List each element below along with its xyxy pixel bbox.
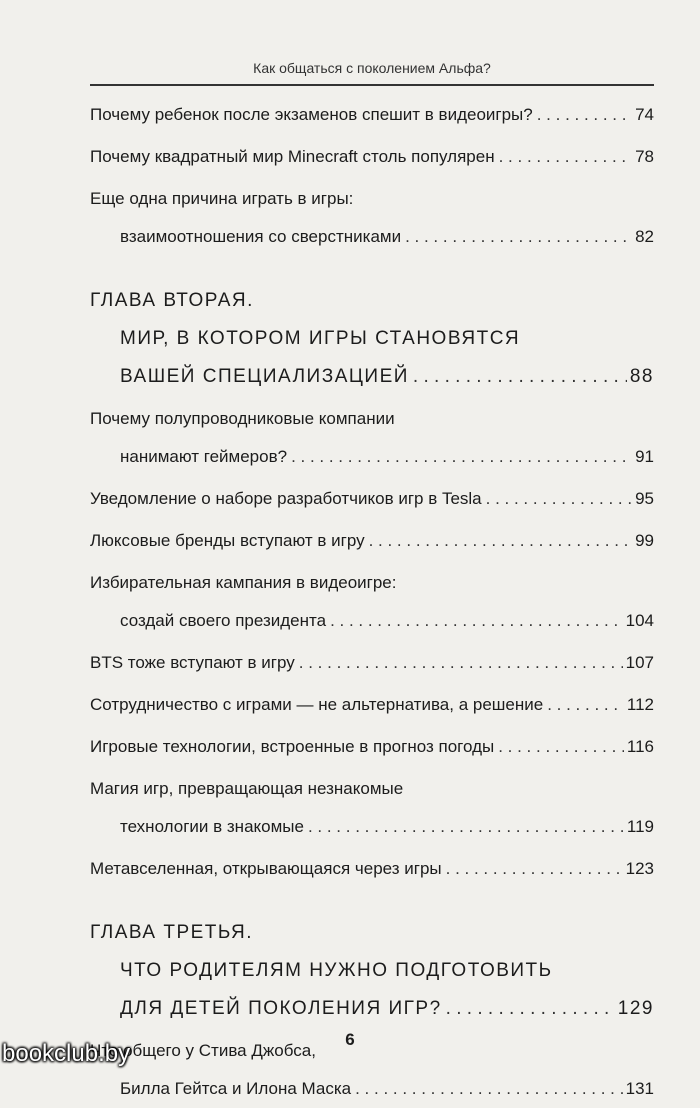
chapter-title	[90, 320, 654, 358]
toc-entry-page: 129	[617, 998, 654, 1019]
toc-entry-continuation	[90, 808, 654, 846]
toc-entry-title: Магия игр, превращающая незнакомые	[90, 779, 404, 798]
toc-entry-page: 119	[626, 817, 654, 836]
chapter-title-line: ВАШЕЙ СПЕЦИАЛИЗАЦИЕЙ	[120, 366, 409, 387]
toc-entry-page: 74	[635, 105, 654, 124]
toc-entry	[90, 522, 654, 560]
toc-entry-page: 116	[626, 737, 654, 756]
toc-entry-title: Уведомление о наборе разработчиков игр в Tesla	[90, 489, 482, 508]
toc-entry-title: Метавселенная, открывающаяся через игры	[90, 859, 442, 878]
chapter-label	[90, 914, 654, 952]
toc-entry-title: Избирательная кампания в видеоигре:	[90, 573, 397, 592]
leader-dots	[330, 602, 623, 640]
toc-entry	[90, 686, 654, 724]
toc-entry-title: Еще одна причина играть в игры:	[90, 189, 354, 208]
toc-entry	[90, 644, 654, 682]
toc-entry-continuation	[90, 602, 654, 640]
leader-dots	[291, 438, 632, 476]
toc-entry-title: Игровые технологии, встроенные в прогноз погоды	[90, 737, 495, 756]
toc-entry	[90, 138, 654, 176]
header-rule	[90, 84, 654, 86]
watermark: bookclub.by	[2, 1040, 131, 1067]
toc-entry-page: 91	[635, 447, 654, 466]
toc-entry-title: Что общего у Стива Джобса,	[90, 1041, 316, 1060]
leader-dots	[446, 990, 615, 1028]
toc-entry-page: 88	[629, 366, 654, 387]
toc-entry-page: 112	[626, 695, 654, 714]
chapter-title-line: ДЛЯ ДЕТЕЙ ПОКОЛЕНИЯ ИГР?	[120, 998, 442, 1019]
leader-dots	[308, 808, 624, 846]
chapter-number: ГЛАВА ТРЕТЬЯ.	[90, 922, 254, 943]
toc-entry-continuation	[90, 438, 654, 476]
leader-dots	[413, 358, 627, 396]
leader-dots	[405, 218, 632, 256]
toc-entry-title: Люксовые бренды вступают в игру	[90, 531, 365, 550]
toc-entry	[90, 96, 654, 134]
toc-entry	[90, 564, 654, 602]
leader-dots	[498, 728, 624, 766]
toc-entry-title: Почему полупроводниковые компании	[90, 409, 395, 428]
toc-entry-page: 131	[625, 1079, 654, 1098]
table-of-contents	[90, 96, 654, 1108]
toc-entry-title: Билла Гейтса и Илона Маска	[120, 1079, 352, 1098]
toc-entry	[90, 770, 654, 808]
toc-entry-title: нанимают геймеров?	[120, 447, 288, 466]
toc-entry-continuation	[90, 218, 654, 256]
chapter-title	[90, 990, 654, 1028]
toc-entry-title: создай своего президента	[120, 611, 327, 630]
toc-entry	[90, 400, 654, 438]
toc-entry-title: Почему ребенок после экзаменов спешит в видеоигры?	[90, 105, 533, 124]
leader-dots	[547, 686, 624, 724]
leader-dots	[499, 138, 632, 176]
page-number: 6	[345, 1030, 355, 1049]
chapter-number: ГЛАВА ВТОРАЯ.	[90, 290, 254, 311]
chapter-label	[90, 282, 654, 320]
leader-dots	[369, 522, 632, 560]
chapter-title-line: МИР, В КОТОРОМ ИГРЫ СТАНОВЯТСЯ	[120, 328, 521, 349]
toc-entry-page: 99	[635, 531, 654, 550]
running-head: Как общаться с поколением Альфа?	[253, 60, 491, 76]
leader-dots	[355, 1070, 623, 1108]
leader-dots	[446, 850, 623, 888]
chapter-title	[90, 358, 654, 396]
leader-dots	[486, 480, 632, 518]
toc-entry-title: технологии в знакомые	[120, 817, 304, 836]
toc-entry-page: 123	[625, 859, 654, 878]
toc-entry	[90, 180, 654, 218]
toc-entry-page: 107	[625, 653, 654, 672]
toc-entry	[90, 728, 654, 766]
toc-entry-continuation	[90, 1070, 654, 1108]
toc-entry-title: BTS тоже вступают в игру	[90, 653, 295, 672]
toc-entry-title: взаимоотношения со сверстниками	[120, 227, 402, 246]
chapter-title	[90, 952, 654, 990]
toc-entry-page: 95	[635, 489, 654, 508]
toc-entry	[90, 480, 654, 518]
leader-dots	[537, 96, 632, 134]
toc-entry-title: Почему квадратный мир Minecraft столь популярен	[90, 147, 495, 166]
toc-entry-page: 104	[625, 611, 654, 630]
toc-entry-title: Сотрудничество с играми — не альтернатива, а решение	[90, 695, 544, 714]
toc-entry-page: 82	[635, 227, 654, 246]
toc-entry-page: 78	[635, 147, 654, 166]
toc-entry	[90, 850, 654, 888]
leader-dots	[299, 644, 623, 682]
chapter-title-line: ЧТО РОДИТЕЛЯМ НУЖНО ПОДГОТОВИТЬ	[120, 960, 553, 981]
